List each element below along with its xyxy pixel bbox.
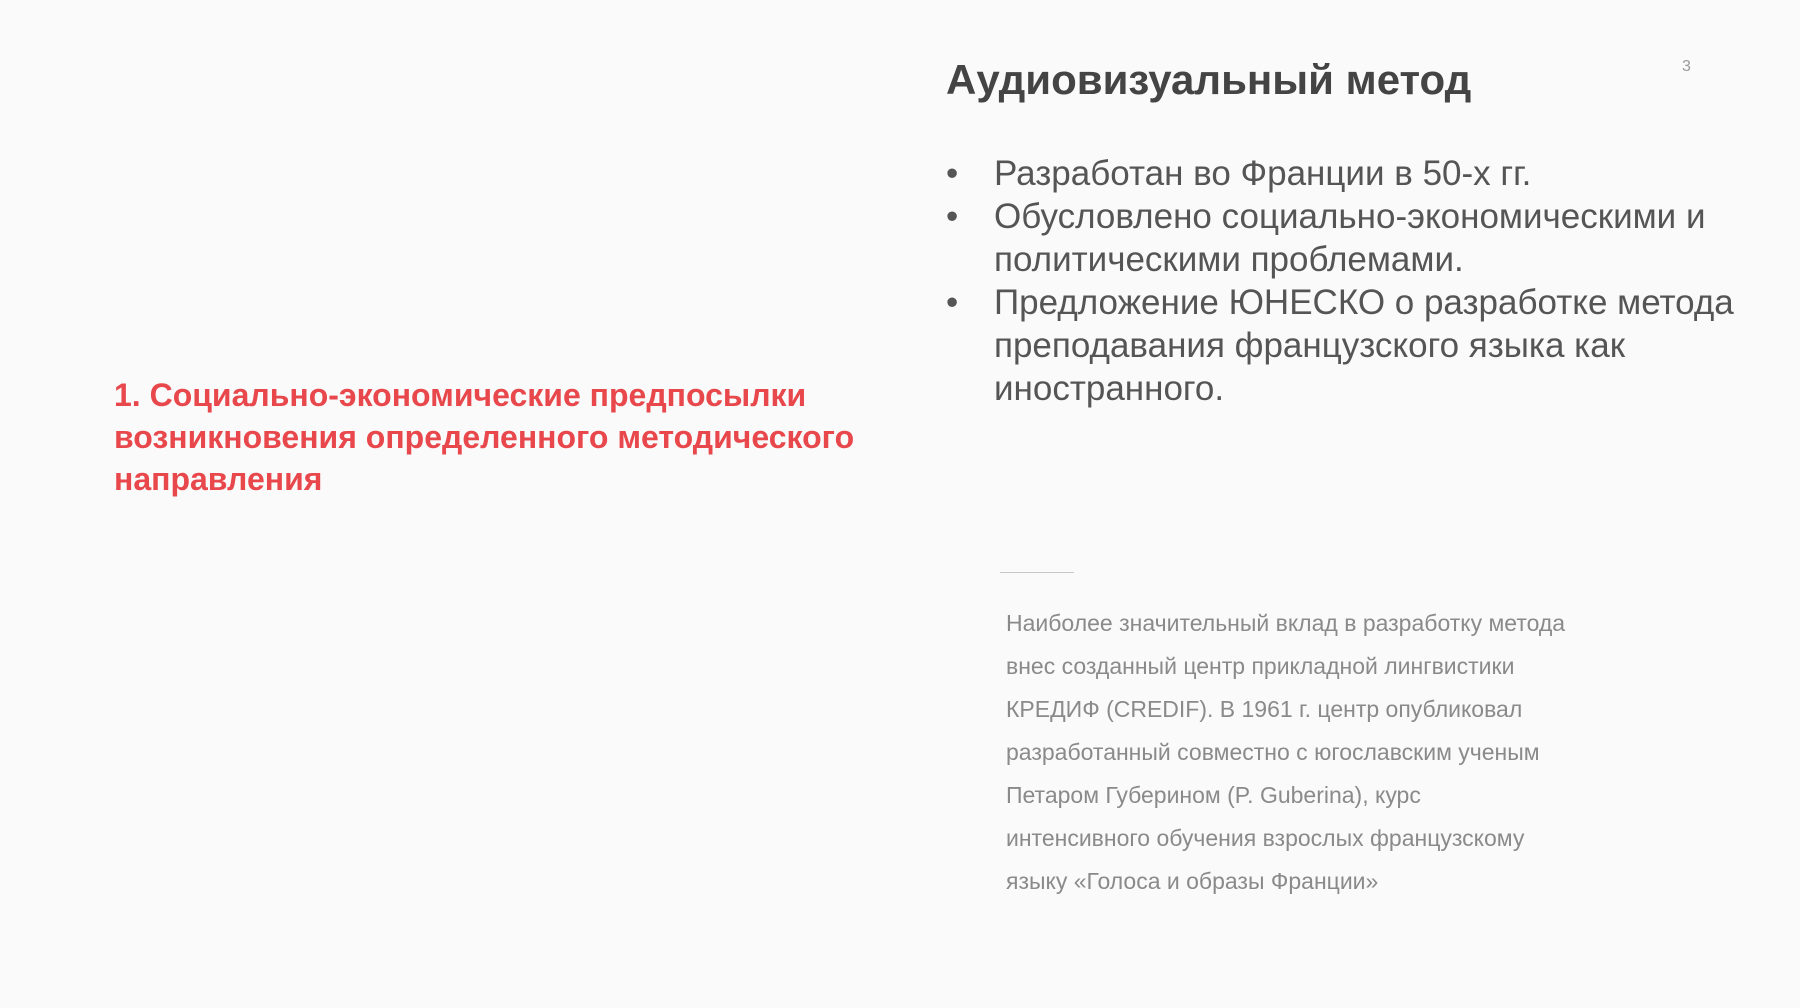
bullet-item <box>946 281 1746 410</box>
bullet-text: Разработан во Франции в 50-х гг. <box>994 154 1532 193</box>
section-heading: 1. Социально-экономические предпосылки возникновения определенного методического направления <box>114 377 855 497</box>
bullet-item <box>946 152 1746 195</box>
note-text: Наиболее значительный вклад в разработку метода внес созданный центр прикладной лингвистики КРЕДИФ (CREDIF). В 1961 г. центр опубликовал разработанный совместно с югославским ученым Петаром Губерином (P. Guberina), курс интенсивного обучения взрослых французскому языку «Голоса и образы Франции» <box>1006 610 1566 894</box>
divider <box>1000 572 1074 573</box>
page-number: 3 <box>1682 58 1691 75</box>
bullet-icon: • <box>946 197 959 236</box>
bullet-text: Предложение ЮНЕСКО о разработке метода преподавания французского языка как иностранного. <box>994 283 1734 408</box>
slide-title: Аудиовизуальный метод <box>946 56 1472 103</box>
bullet-icon: • <box>946 283 959 322</box>
bullet-icon: • <box>946 154 959 193</box>
bullet-list <box>946 152 1746 410</box>
bullet-item <box>946 195 1746 281</box>
bullet-text: Обусловлено социально-экономическими и политическими проблемами. <box>994 197 1706 279</box>
